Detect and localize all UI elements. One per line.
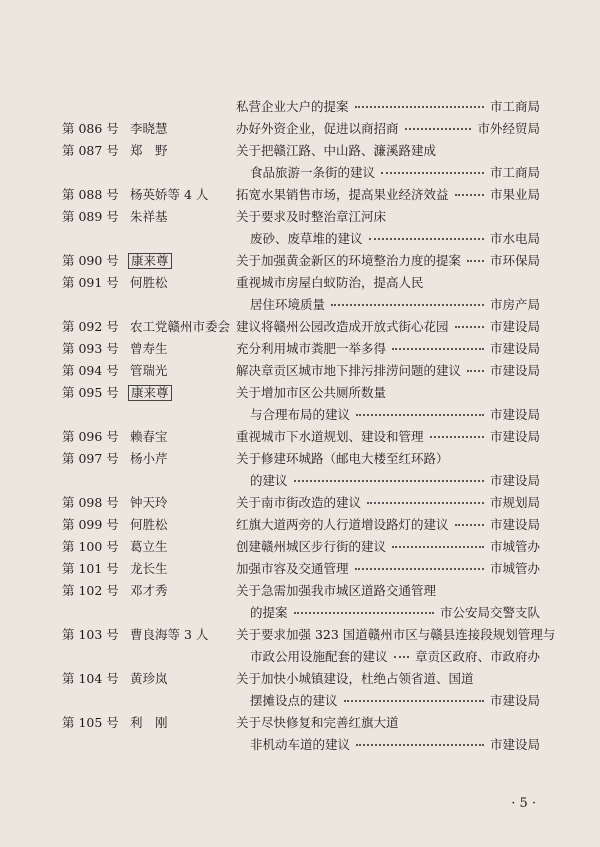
entry-line (0, 713, 600, 733)
entry-line (0, 273, 600, 293)
proposal-title: 关于南市街改造的建议 (236, 495, 362, 510)
dot-leader (392, 546, 484, 548)
proposal-title: 重视城市下水道规划、建设和管理 (236, 429, 424, 444)
dot-leader (467, 260, 484, 262)
proposal-title: 废砂、废草堆的建议 (250, 231, 363, 246)
handling-unit: 市环保局 (489, 253, 540, 268)
proposer-name: 朱祥基 (130, 209, 168, 224)
entry-line (0, 163, 600, 183)
entry-number: 第 097 号 (62, 451, 119, 466)
dot-leader (430, 436, 484, 438)
proposer-name: 杨英娇等 4 人 (130, 187, 209, 202)
entry-line (0, 735, 600, 755)
handling-unit: 市建设局 (489, 407, 540, 422)
proposal-title: 充分利用城市粪肥一举多得 (236, 341, 387, 356)
entry-line (0, 97, 600, 117)
entry-line (0, 251, 600, 271)
proposer-name: 杨小芹 (130, 451, 168, 466)
proposal-title: 红旗大道两旁的人行道增设路灯的建议 (236, 517, 449, 532)
proposal-title: 摆摊设点的建议 (250, 693, 338, 708)
dot-leader (455, 326, 484, 328)
handling-unit: 市工商局 (489, 99, 540, 114)
proposal-title: 与合理布局的建议 (250, 407, 351, 422)
proposal-title: 非机动车道的建议 (250, 737, 351, 752)
proposal-title: 加强市容及交通管理 (236, 561, 349, 576)
dot-leader (381, 172, 484, 174)
entry-line (0, 625, 600, 645)
entry-line (0, 647, 600, 667)
proposal-title: 居住环境质量 (250, 297, 326, 312)
handling-unit: 市规划局 (489, 495, 540, 510)
handling-unit: 市房产局 (489, 297, 540, 312)
handling-unit: 市建设局 (489, 517, 540, 532)
proposal-title: 关于增加市区公共厕所数量 (236, 385, 387, 400)
entry-number: 第 100 号 (62, 539, 119, 554)
handling-unit: 市建设局 (489, 737, 540, 752)
entry-line (0, 427, 600, 447)
entry-number: 第 103 号 (62, 627, 119, 642)
proposer-name: 赖春宝 (130, 429, 168, 444)
handling-unit: 市公安局交警支队 (439, 605, 540, 620)
entry-number: 第 105 号 (62, 715, 119, 730)
proposer-name: 黄珍岚 (130, 671, 168, 686)
proposer-name: 郑 野 (130, 143, 168, 158)
handling-unit: 市城管办 (489, 539, 540, 554)
entry-line (0, 449, 600, 469)
proposer-name: 邓才秀 (130, 583, 168, 598)
handling-unit: 市建设局 (489, 363, 540, 378)
proposer-name: 龙长生 (130, 561, 168, 576)
proposer-name: 管瑞光 (130, 363, 168, 378)
handling-unit: 市建设局 (489, 693, 540, 708)
entry-line (0, 229, 600, 249)
entry-number: 第 102 号 (62, 583, 119, 598)
dot-leader (355, 568, 484, 570)
entry-number: 第 101 号 (62, 561, 119, 576)
dot-leader (331, 304, 484, 306)
dot-leader (394, 656, 409, 658)
dot-leader (294, 612, 434, 614)
proposal-title: 关于要求加强 323 国道赣州市区与赣县连接段规划管理与 (236, 627, 556, 642)
dot-leader (455, 194, 484, 196)
proposal-title: 重视城市房屋白蚁防治，提高人民 (236, 275, 424, 290)
proposer-name: 何胜松 (130, 275, 168, 290)
proposer-name: 曾寿生 (130, 341, 168, 356)
boxed-proposer-name: 康来尊 (128, 253, 172, 269)
entry-line (0, 405, 600, 425)
proposal-title: 市政公用设施配套的建议 (250, 649, 388, 664)
proposal-title: 食品旅游一条街的建议 (250, 165, 376, 180)
entry-number: 第 086 号 (62, 121, 119, 136)
entry-line (0, 559, 600, 579)
page-number: · 5 · (511, 796, 536, 811)
proposal-title: 关于要求及时整治章江河床 (236, 209, 387, 224)
handling-unit: 市果业局 (489, 187, 540, 202)
entry-number: 第 091 号 (62, 275, 119, 290)
entry-number: 第 096 号 (62, 429, 119, 444)
entry-line (0, 317, 600, 337)
handling-unit: 市建设局 (489, 341, 540, 356)
proposal-title: 私营企业大户的提案 (236, 99, 349, 114)
dot-leader (356, 744, 484, 746)
entry-line (0, 207, 600, 227)
dot-leader (467, 370, 484, 372)
entry-number: 第 092 号 (62, 319, 119, 334)
proposal-title: 的建议 (250, 473, 288, 488)
entry-line (0, 141, 600, 161)
entry-line (0, 669, 600, 689)
entry-line (0, 295, 600, 315)
entry-line (0, 493, 600, 513)
entry-line (0, 339, 600, 359)
dot-leader (356, 414, 484, 416)
handling-unit: 市建设局 (489, 319, 540, 334)
handling-unit: 市城管办 (489, 561, 540, 576)
proposal-title: 关于加强黄金新区的环境整治力度的提案 (236, 253, 462, 268)
dot-leader (369, 238, 484, 240)
proposal-title: 关于加快小城镇建设，杜绝占领省道、国道 (236, 671, 474, 686)
proposal-title: 拓宽水果销售市场，提高果业经济效益 (236, 187, 449, 202)
proposal-title: 建议将赣州公园改造成开放式街心花园 (236, 319, 449, 334)
proposer-name: 钟天玲 (130, 495, 168, 510)
entry-number: 第 099 号 (62, 517, 119, 532)
entry-line (0, 603, 600, 623)
proposal-title: 关于急需加强我市城区道路交通管理 (236, 583, 437, 598)
entry-line (0, 471, 600, 491)
dot-leader (405, 128, 471, 130)
entry-number: 第 094 号 (62, 363, 119, 378)
proposal-title: 的提案 (250, 605, 288, 620)
handling-unit: 市外经贸局 (477, 121, 540, 136)
entry-line (0, 515, 600, 535)
entry-number: 第 093 号 (62, 341, 119, 356)
dot-leader (344, 700, 484, 702)
entry-line (0, 691, 600, 711)
boxed-proposer-name: 康来尊 (128, 385, 172, 401)
dot-leader (455, 524, 484, 526)
entry-number: 第 098 号 (62, 495, 119, 510)
entry-number: 第 104 号 (62, 671, 119, 686)
entry-number: 第 088 号 (62, 187, 119, 202)
proposal-title: 关于把赣江路、中山路、濂溪路建成 (236, 143, 437, 158)
entry-line (0, 361, 600, 381)
proposer-name: 李晓慧 (130, 121, 168, 136)
proposer-name: 葛立生 (130, 539, 168, 554)
entry-line (0, 185, 600, 205)
proposer-name: 曹良海等 3 人 (130, 627, 209, 642)
proposer-name: 何胜松 (130, 517, 168, 532)
handling-unit: 市建设局 (489, 473, 540, 488)
entry-number: 第 095 号 (62, 385, 119, 400)
entry-line (0, 537, 600, 557)
dot-leader (392, 348, 484, 350)
proposal-title: 关于尽快修复和完善红旗大道 (236, 715, 399, 730)
handling-unit: 市水电局 (489, 231, 540, 246)
proposer-name: 利 刚 (130, 715, 168, 730)
entry-line (0, 581, 600, 601)
dot-leader (355, 106, 484, 108)
proposal-title: 解决章贡区城市地下排污排涝问题的建议 (236, 363, 462, 378)
proposal-title: 创建赣州城区步行街的建议 (236, 539, 387, 554)
proposal-title: 关于修建环城路（邮电大楼至红环路） (236, 451, 449, 466)
handling-unit: 市工商局 (489, 165, 540, 180)
proposer-name: 农工党赣州市委会 (130, 319, 231, 334)
handling-unit: 章贡区政府、市政府办 (414, 649, 540, 664)
entry-line (0, 383, 600, 403)
entry-number: 第 087 号 (62, 143, 119, 158)
entry-number: 第 089 号 (62, 209, 119, 224)
proposal-title: 办好外资企业，促进以商招商 (236, 121, 399, 136)
handling-unit: 市建设局 (489, 429, 540, 444)
entry-line (0, 119, 600, 139)
dot-leader (367, 502, 484, 504)
dot-leader (294, 480, 484, 482)
entry-number: 第 090 号 (62, 253, 119, 268)
